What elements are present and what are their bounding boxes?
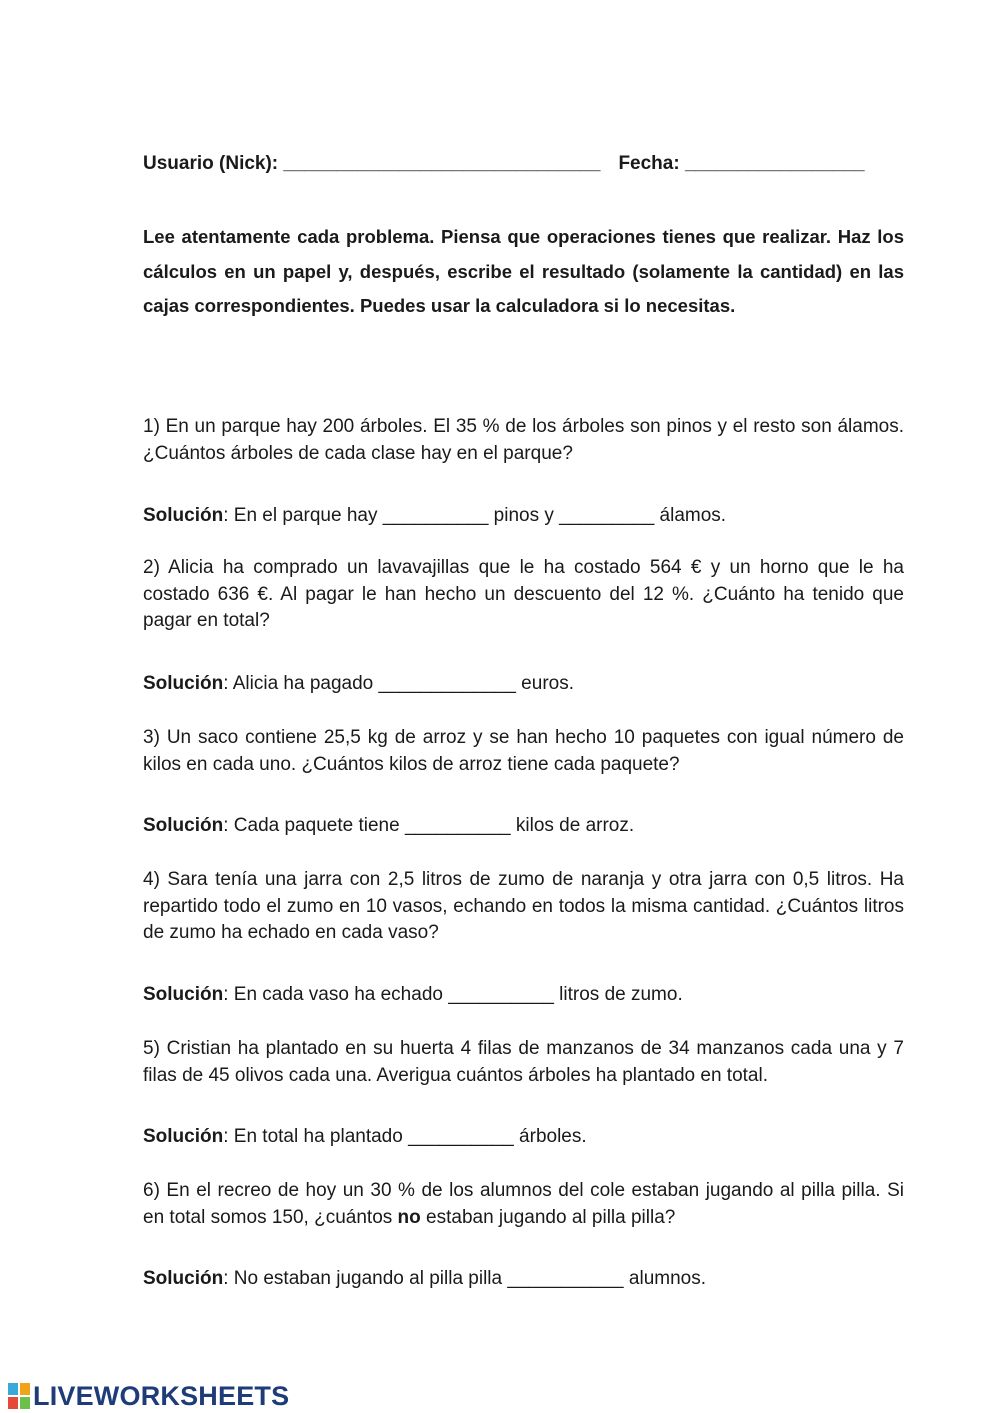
solution-text: pinos y <box>488 505 560 526</box>
solution-text: euros. <box>515 673 574 694</box>
problem-6-text <box>143 1178 904 1231</box>
solution-label: Solución <box>143 984 224 1005</box>
problem-3-text: 3) Un saco contiene 25,5 kg de arroz y se han hecho 10 paquetes con igual número de kilos en cada uno. ¿Cuántos kilos de arroz tiene cada paquete? <box>143 727 904 775</box>
problem-4-text: 4) Sara tenía una jarra con 2,5 litros de zumo de naranja y otra jarra con 0,5 litros. Ha repartido todo el zumo en 10 vasos, echando en todos la misma cantidad. ¿Cuántos litros de zumo ha echado en cada vaso? <box>143 869 904 943</box>
solution-label: Solución <box>143 505 224 526</box>
answer-blank[interactable]: ___________ <box>507 1268 624 1289</box>
problem-text: estaban jugando al pilla pilla? <box>420 1206 676 1228</box>
solution-text: : En el parque hay <box>223 505 383 526</box>
solution-text: : No estaban jugando al pilla pilla <box>223 1268 508 1289</box>
problem-1-text: 1) En un parque hay 200 árboles. El 35 % de los árboles son pinos y el resto son álamos. ¿Cuántos árboles de cada clase hay en el parque? <box>143 416 904 464</box>
problem-5-solution <box>143 1126 587 1148</box>
solution-text: kilos de arroz. <box>510 815 635 836</box>
emphasis-no: no <box>397 1206 421 1228</box>
solution-label: Solución <box>143 1268 224 1289</box>
problem-4-solution <box>143 984 683 1006</box>
liveworksheets-logo[interactable] <box>8 1380 289 1412</box>
liveworksheets-mark-icon <box>8 1383 30 1409</box>
problem-3-solution <box>143 815 634 837</box>
answer-blank[interactable]: _____________ <box>378 673 516 694</box>
solution-text: litros de zumo. <box>553 984 683 1005</box>
problem-1-solution <box>143 505 726 527</box>
date-label: Fecha: <box>618 153 680 174</box>
problem-2-text: 2) Alicia ha comprado un lavavajillas que le ha costado 564 € y un horno que le ha costado 636 €. Al pagar le han hecho un descuento del 12 %. ¿Cuánto ha tenido que pagar en total? <box>143 557 904 631</box>
solution-label: Solución <box>143 673 224 694</box>
solution-text: : Alicia ha pagado <box>223 673 379 694</box>
answer-blank[interactable]: __________ <box>408 1126 514 1147</box>
header-line <box>143 153 865 175</box>
solution-text: : Cada paquete tiene <box>223 815 405 836</box>
answer-blank[interactable]: __________ <box>404 815 511 836</box>
solution-text: : En total ha plantado <box>223 1126 409 1147</box>
solution-label: Solución <box>143 1126 224 1147</box>
date-blank[interactable]: _________________ <box>684 153 865 174</box>
solution-text: álamos. <box>654 505 727 526</box>
answer-blank-pinos[interactable]: __________ <box>382 505 489 526</box>
problem-text: 6) En el recreo de hoy un 30 % de los alumnos del cole estaban jugando al pilla pilla. Si en total somos 150, ¿cuántos <box>143 1180 904 1228</box>
answer-blank[interactable]: __________ <box>448 984 554 1005</box>
solution-label: Solución <box>143 815 224 836</box>
answer-blank-alamos[interactable]: _________ <box>559 505 655 526</box>
solution-text: árboles. <box>513 1126 587 1147</box>
problem-2-solution <box>143 673 574 695</box>
solution-text: alumnos. <box>623 1268 706 1289</box>
liveworksheets-wordmark: LIVEWORKSHEETS <box>33 1380 290 1411</box>
user-label: Usuario (Nick): <box>143 153 279 174</box>
solution-text: : En cada vaso ha echado <box>223 984 449 1005</box>
problem-6-solution <box>143 1268 706 1290</box>
problem-5-text: 5) Cristian ha plantado en su huerta 4 filas de manzanos de 34 manzanos cada una y 7 filas de 45 olivos cada una. Averigua cuántos árboles ha plantado en total. <box>143 1038 904 1086</box>
user-blank[interactable]: ______________________________ <box>283 153 601 174</box>
instructions: Lee atentamente cada problema. Piensa que operaciones tienes que realizar. Haz los cálculos en un papel y, después, escribe el resultado (solamente la cantidad) en las cajas correspondientes. Puedes usar la calculadora si lo necesitas. <box>143 226 904 316</box>
